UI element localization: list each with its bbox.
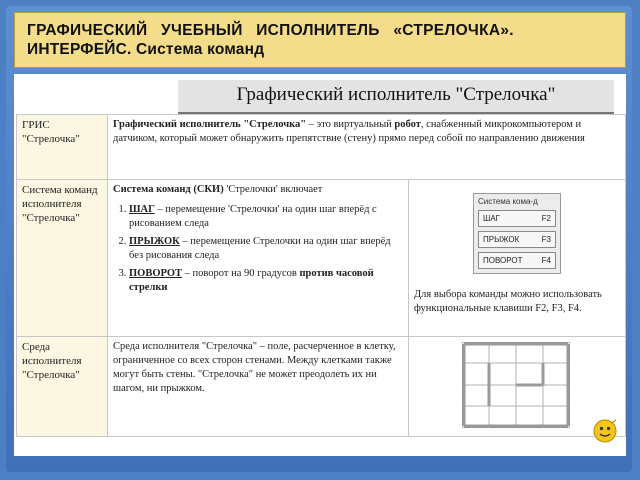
command-name: ПОВОРОТ (129, 268, 183, 279)
command-panel (473, 193, 561, 274)
table-row (17, 337, 626, 437)
term-bold: Система команд (СКИ) (113, 184, 224, 195)
button-label: ПОВОРОТ (483, 256, 523, 265)
text-fragment: , снабженный микрокомпьютером и датчиком, который может обнаружить препятствие (стену) прямо перед собой по направлению движения (113, 119, 585, 144)
table-row (17, 115, 626, 180)
list-item (129, 203, 403, 231)
command-desc: – перемещение 'Стрелочки' на один шаг вперёд с рисованием следа (129, 204, 377, 229)
text-fragment: – это виртуальный (306, 119, 395, 130)
grid-field-image (462, 342, 570, 428)
key-hint: F4 (541, 256, 551, 265)
text-fragment: 'Стрелочки' включает (223, 184, 323, 195)
command-desc-bold: против часовой стрелки (129, 268, 374, 293)
list-item (129, 235, 403, 263)
key-hint: F2 (541, 214, 551, 223)
row-content (108, 115, 626, 180)
step-button[interactable] (478, 210, 556, 227)
table-row (17, 180, 626, 337)
command-name: ШАГ (129, 204, 155, 215)
spec-table (16, 114, 626, 437)
list-item (129, 267, 403, 295)
term-bold: робот (394, 119, 421, 130)
document-panel (14, 74, 626, 456)
button-label: ШАГ (483, 214, 500, 223)
function-keys-note: Для выбора команды можно использовать функциональные клавиши F2, F3, F4. (414, 289, 602, 314)
command-list (113, 203, 403, 295)
document-heading: Графический исполнитель "Стрелочка" (178, 80, 614, 114)
command-name: ПРЫЖОК (129, 236, 180, 247)
term-lead: Графический исполнитель "Стрелочка" (113, 119, 307, 130)
row-label: ГРИС "Стрелочка" (17, 115, 108, 180)
row-label: Среда исполнителя "Стрелочка" (17, 337, 108, 437)
slide-title-line1: ГРАФИЧЕСКИЙ УЧЕБНЫЙ ИСПОЛНИТЕЛЬ «СТРЕЛОЧКА». (27, 22, 514, 39)
panel-cell (409, 180, 626, 337)
jump-button[interactable] (478, 231, 556, 248)
smiley-icon (592, 418, 618, 444)
button-label: ПРЫЖОК (483, 235, 520, 244)
command-desc: – поворот на 90 градусов (182, 268, 300, 279)
key-hint: F3 (541, 235, 551, 244)
row-content: Среда исполнителя "Стрелочка" – поле, расчерченное в клетку, ограниченное со всех сторон стенами. Между клетками также могут быть стены. "Стрелочка" не может преодолеть их ни шагом, ни прыжком. (108, 337, 409, 437)
slide-title (14, 12, 626, 68)
turn-button[interactable] (478, 252, 556, 269)
row-label: Система команд исполнителя "Стрелочка" (17, 180, 108, 337)
command-desc: – перемещение Стрелочки на один шаг вперёд без рисования следа (129, 236, 391, 261)
command-panel-header: Система кома-д (478, 197, 538, 206)
slide-title-line2: ИНТЕРФЕЙС. Система команд (27, 41, 265, 58)
row-content (108, 180, 409, 337)
